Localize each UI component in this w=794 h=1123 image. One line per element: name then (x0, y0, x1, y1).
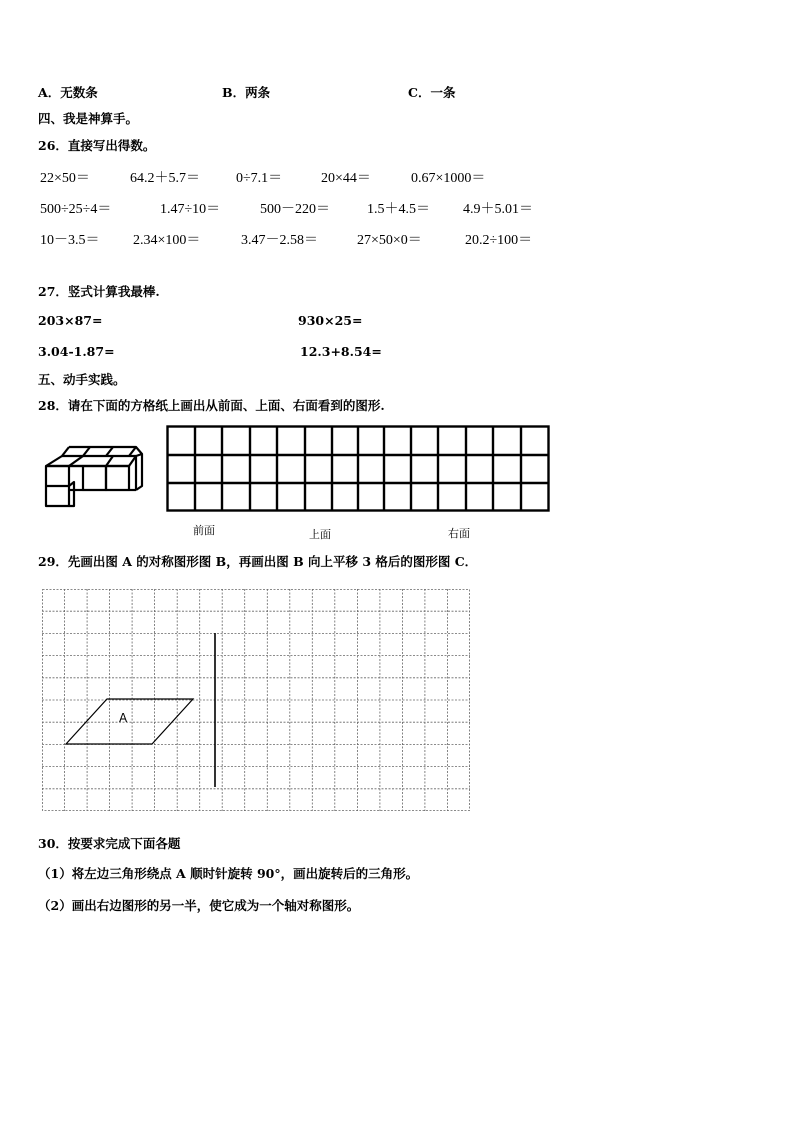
q26-item: 20×44＝ (321, 171, 371, 186)
label-right: 右面 (448, 527, 470, 540)
option-b: B．两条 (222, 85, 271, 100)
q26-item: 1.5＋4.5＝ (367, 202, 430, 217)
q26-item: 22×50＝ (40, 171, 90, 186)
shape-a-label: A (119, 711, 128, 725)
symmetry-grid (42, 589, 470, 811)
q26-item: 10－3.5＝ (40, 233, 100, 248)
q27-item: 3.04-1.87= (38, 344, 115, 359)
q26-item: 64.2＋5.7＝ (130, 171, 200, 186)
parallelogram-a (66, 699, 193, 744)
q30-title: 30．按要求完成下面各题 (38, 836, 181, 851)
section-5-heading: 五、动手实践。 (38, 372, 126, 387)
label-top: 上面 (309, 528, 331, 541)
q26-title: 26．直接写出得数。 (38, 138, 156, 153)
option-a: A．无数条 (38, 85, 98, 100)
view-grid (166, 425, 550, 512)
q26-item: 500÷25÷4＝ (40, 202, 112, 217)
section-4-heading: 四、我是神算手。 (38, 111, 139, 126)
label-front: 前面 (193, 524, 215, 537)
q26-item: 2.34×100＝ (133, 233, 201, 248)
q26-item: 20.2÷100＝ (465, 233, 533, 248)
q30-part1: （1）将左边三角形绕点 A 顺时针旋转 90°，画出旋转后的三角形。 (38, 866, 419, 881)
q27-item: 930×25= (298, 313, 363, 328)
q30-part2: （2）画出右边图形的另一半，使它成为一个轴对称图形。 (38, 898, 360, 913)
option-c: C．一条 (408, 85, 456, 100)
q27-title: 27．竖式计算我最棒. (38, 284, 160, 299)
q26-item: 3.47－2.58＝ (241, 233, 318, 248)
q26-item: 27×50×0＝ (357, 233, 422, 248)
q26-item: 500－220＝ (260, 202, 330, 217)
q26-item: 0.67×1000＝ (411, 171, 486, 186)
q28-title: 28．请在下面的方格纸上画出从前面、上面、右面看到的图形. (38, 398, 385, 413)
q27-item: 12.3+8.54= (300, 344, 382, 359)
q26-item: 0÷7.1＝ (236, 171, 283, 186)
q26-item: 1.47÷10＝ (160, 202, 221, 217)
cube-figure (38, 444, 148, 510)
q26-item: 4.9＋5.01＝ (463, 202, 533, 217)
q29-title: 29．先画出图 A 的对称图形图 B，再画出图 B 向上平移 3 格后的图形图 C． (38, 554, 478, 569)
q27-item: 203×87= (38, 313, 103, 328)
